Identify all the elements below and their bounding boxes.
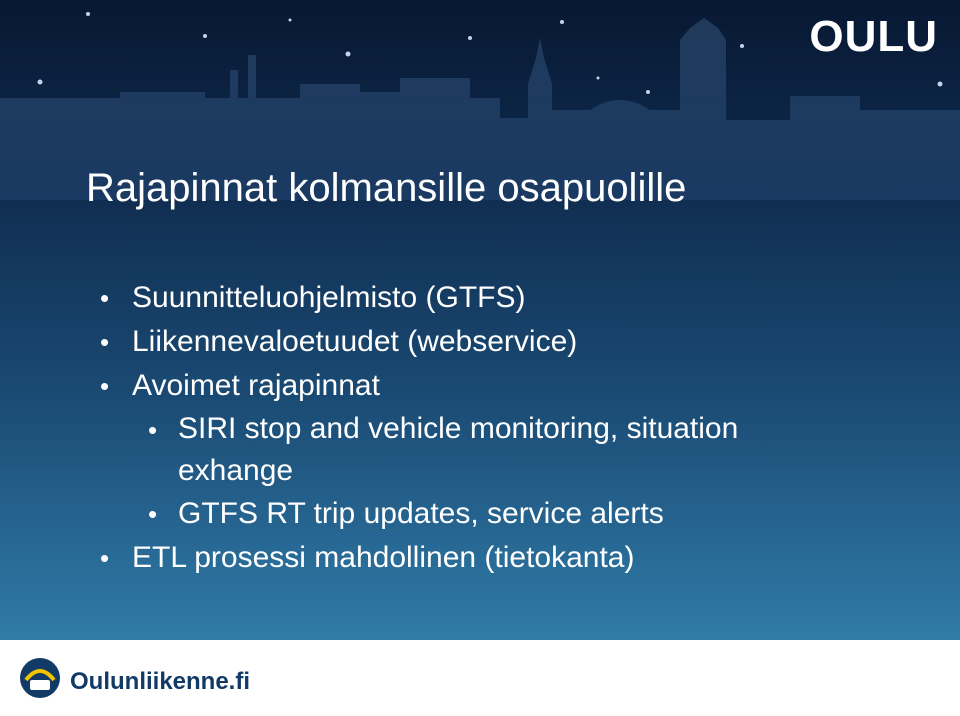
oulunliikenne-logo-icon xyxy=(18,656,62,700)
bullet-item: • ETL prosessi mahdollinen (tietokanta) xyxy=(98,536,918,580)
footer-bar xyxy=(0,640,960,716)
oulunliikenne-logo-text: Oulunliikenne.fi xyxy=(70,668,251,695)
bullet-list xyxy=(98,276,918,580)
slide-title: Rajapinnat kolmansille osapuolille xyxy=(86,166,687,210)
oulu-logo: OULU xyxy=(809,12,938,61)
sub-bullet-line: • SIRI stop and vehicle monitoring, situation xyxy=(178,412,739,445)
bullet-item: • Suunnitteluohjelmisto (GTFS) xyxy=(98,276,918,320)
sub-bullet-item xyxy=(98,408,918,492)
bullet-item: • Avoimet rajapinnat xyxy=(98,364,918,408)
bullet-item: • Liikennevaloetuudet (webservice) xyxy=(98,320,918,364)
sub-bullet-item: • GTFS RT trip updates, service alerts xyxy=(98,492,918,536)
sub-bullet-line: exhange xyxy=(178,454,294,487)
